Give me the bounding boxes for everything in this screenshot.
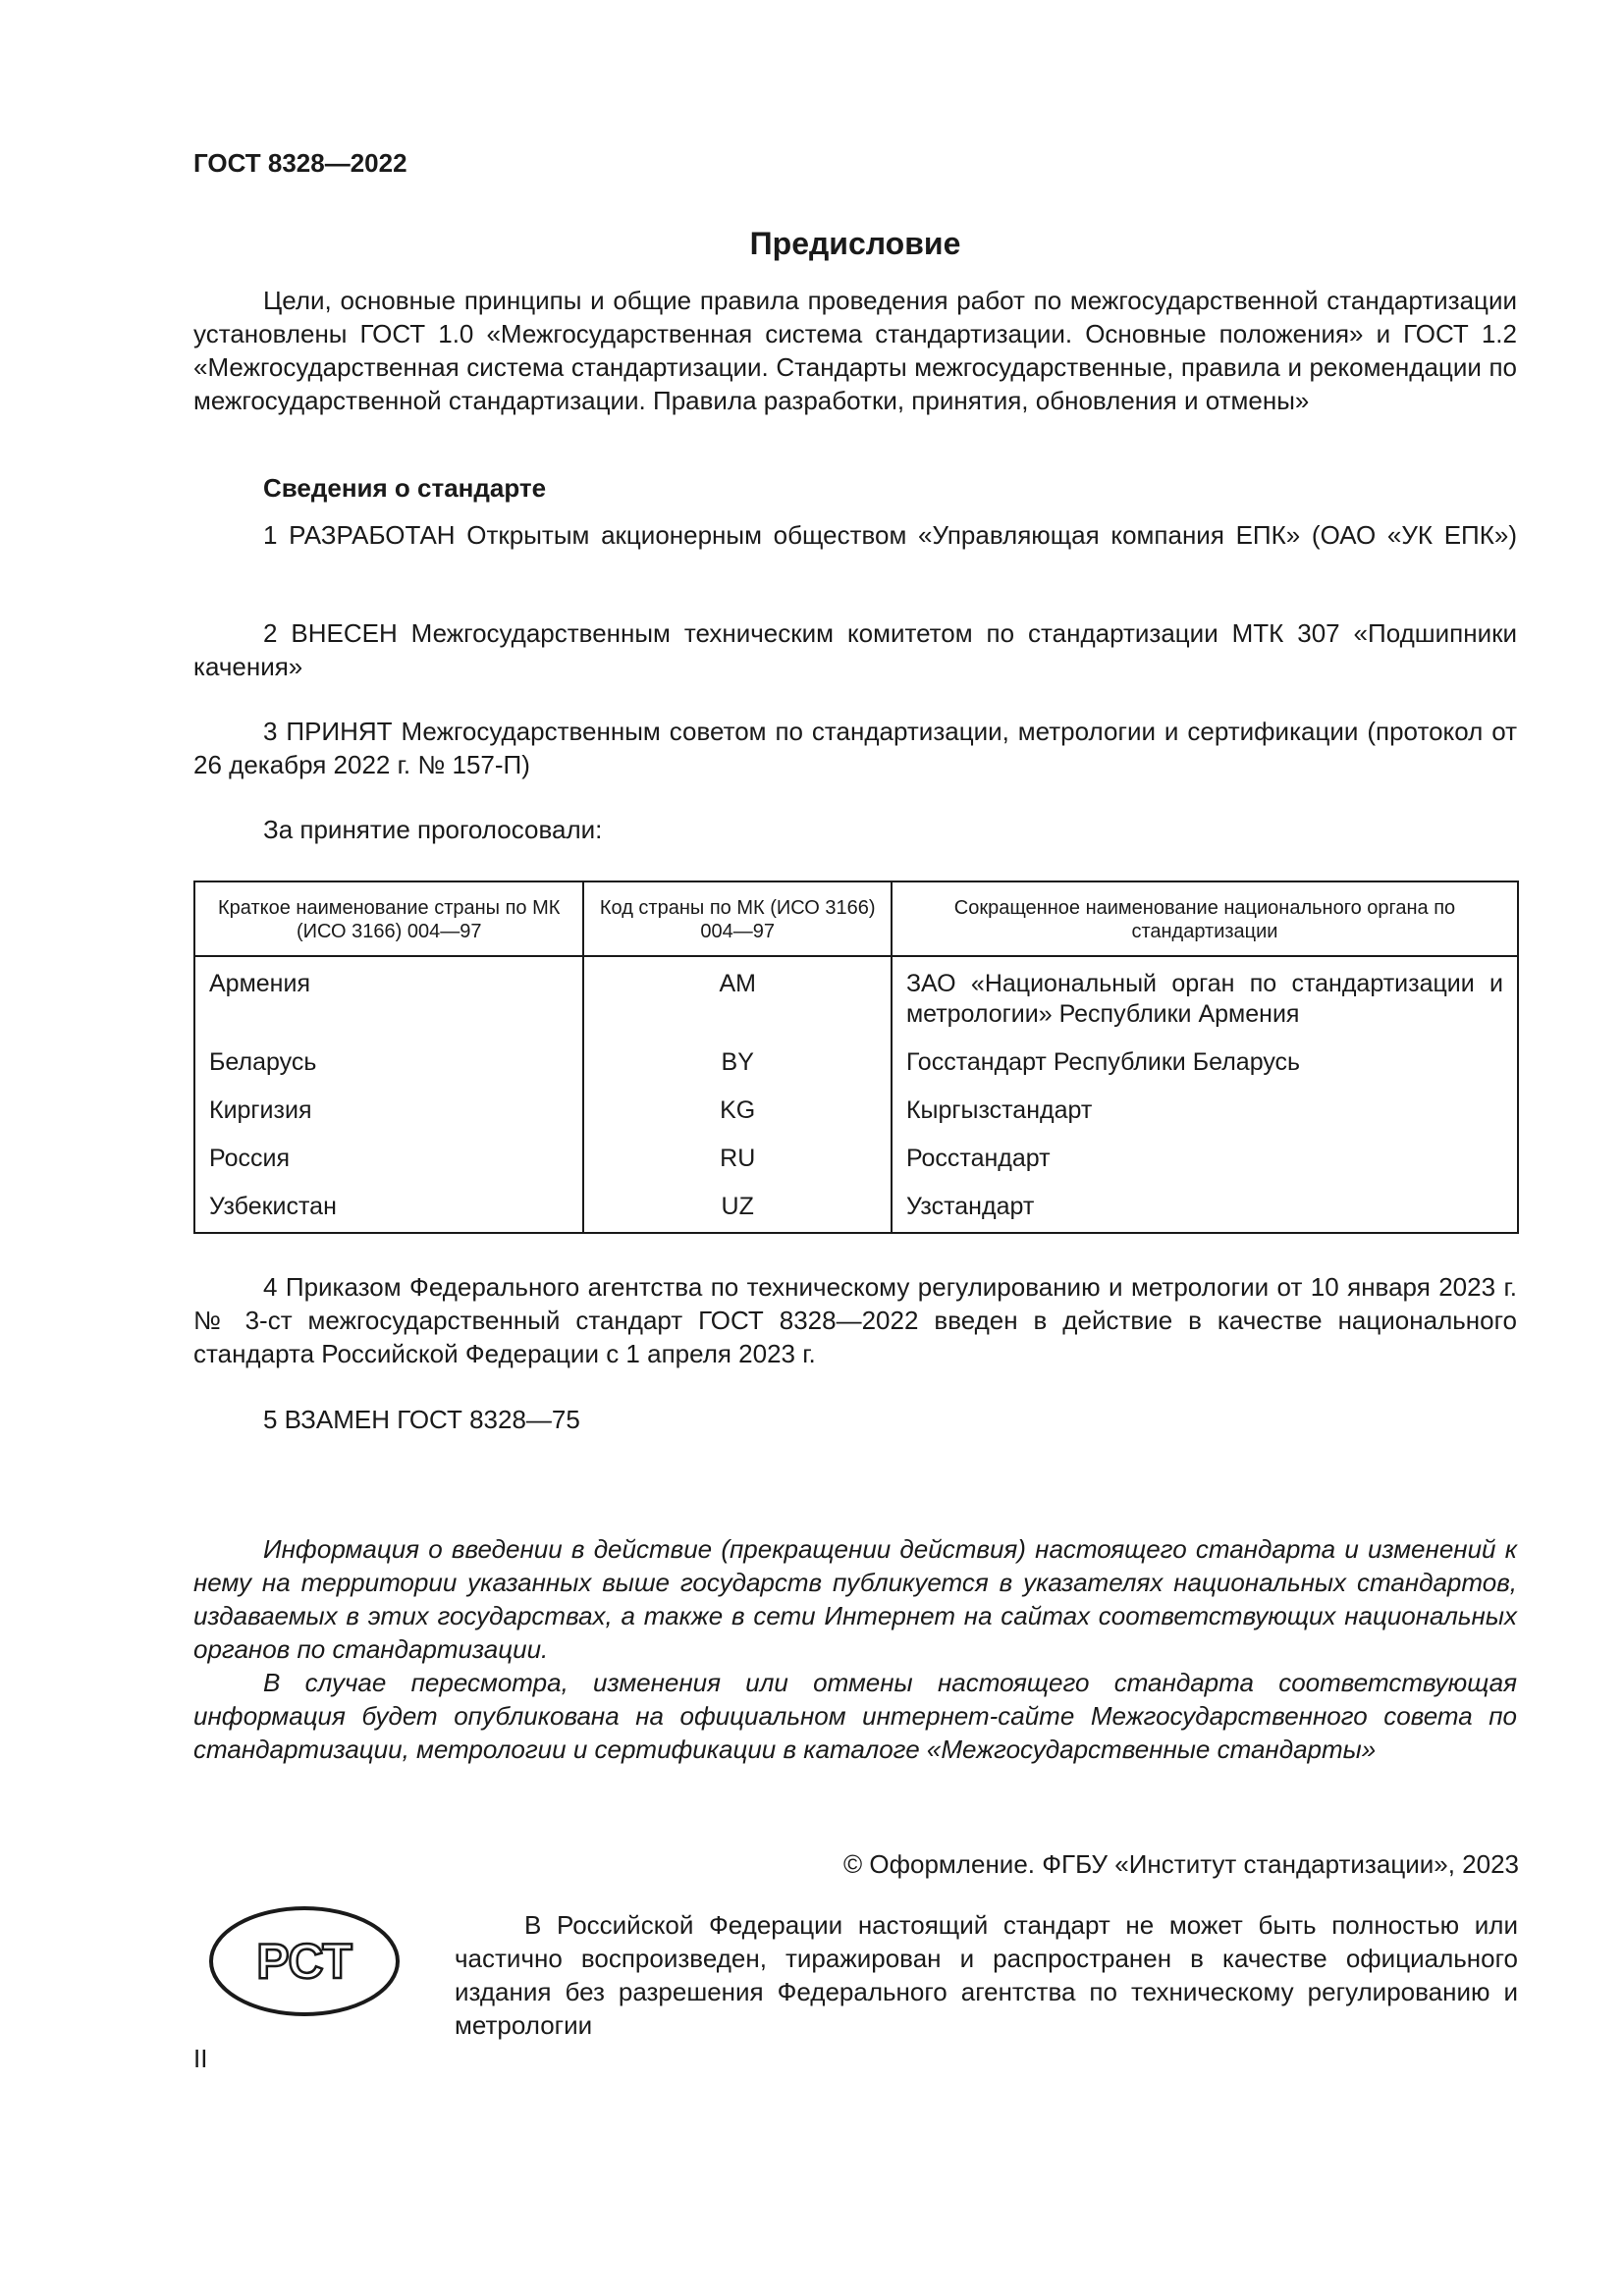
logo-text: РСТ (256, 1934, 352, 1989)
country-code: KG (583, 1088, 891, 1136)
member-states-table (193, 881, 1519, 1234)
country-code: RU (583, 1136, 891, 1184)
table-row (194, 1184, 1518, 1233)
header-country-name: Краткое наименование страны по МК (ИСО 3166) 004—97 (194, 881, 583, 956)
table-row (194, 1136, 1518, 1184)
country-code: UZ (583, 1184, 891, 1233)
copyright-line: © Оформление. ФГБУ «Институт стандартизации», 2023 (843, 1849, 1519, 1879)
national-body: Кыргызстандарт (892, 1088, 1518, 1136)
intro-paragraph: Цели, основные принципы и общие правила проведения работ по межгосударственной стандартизации установлены ГОСТ 1.0 «Межгосударственная система стандартизации. Основные положения» и ГОСТ 1.2 «Межгосударственная система стандартизации. Стандарты межгосударственные, правила и рекомендации по межгосударственной стандартизации. Правила разработки, принятия, обновления и отмены» (193, 286, 1517, 415)
country-name: Узбекистан (194, 1184, 583, 1233)
item-introduced: 2 ВНЕСЕН Межгосударственным техническим комитетом по стандартизации МТК 307 «Подшипники качения» (193, 618, 1517, 681)
item-enacted: 4 Приказом Федерального агентства по техническому регулированию и метрологии от 10 января 2023 г. № 3-ст межгосударственный стандарт ГОСТ 8328—2022 введен в действие в качестве национального стандарта Российской Федерации с 1 апреля 2023 г. (193, 1272, 1517, 1368)
info-heading: Сведения о стандарте (263, 473, 547, 503)
national-body: ЗАО «Национальный орган по стандартизации и метрологии» Республики Армения (892, 956, 1518, 1040)
table-row (194, 1040, 1518, 1088)
country-code: AM (583, 956, 891, 1040)
table-header-row (194, 881, 1518, 956)
page-number: II (193, 2044, 208, 2073)
country-name: Армения (194, 956, 583, 1040)
header-country-code: Код страны по МК (ИСО 3166) 004—97 (583, 881, 891, 956)
notice-paragraph-1: Информация о введении в действие (прекращении действия) настоящего стандарта и изменений к нему на территории указанных выше государств публикуется в указателях национальных стандартов, издаваемых в этих государствах, а также в сети Интернет на сайтах соответствующих национальных органов по стандартизации. (193, 1534, 1517, 1664)
country-name: Беларусь (194, 1040, 583, 1088)
item-developed: 1 РАЗРАБОТАН Открытым акционерным обществом «Управляющая компания ЕПК» (ОАО «УК ЕПК») (263, 520, 1517, 550)
country-name: Россия (194, 1136, 583, 1184)
voted-label: За принятие проголосовали: (263, 815, 603, 844)
national-body: Росстандарт (892, 1136, 1518, 1184)
country-name: Киргизия (194, 1088, 583, 1136)
national-body: Узстандарт (892, 1184, 1518, 1233)
notice-paragraph-2: В случае пересмотра, изменения или отмены настоящего стандарта соответствующая информация будет опубликована на официальном интернет-сайте Межгосударственного совета по стандартизации, метрологии и сертификации в каталоге «Межгосударственные стандарты» (193, 1668, 1517, 1764)
header-national-body: Сокращенное наименование национального органа по стандартизации (892, 881, 1518, 956)
table-row (194, 956, 1518, 1040)
country-code: BY (583, 1040, 891, 1088)
national-body: Госстандарт Республики Беларусь (892, 1040, 1518, 1088)
page-title: Предисловие (749, 226, 961, 261)
table-row (194, 1088, 1518, 1136)
item-adopted: 3 ПРИНЯТ Межгосударственным советом по стандартизации, метрологии и сертификации (протокол от 26 декабря 2022 г. № 157-П) (193, 717, 1517, 779)
reproduction-notice: В Российской Федерации настоящий стандарт не может быть полностью или частично воспроизведен, тиражирован и распространен в качестве официального издания без разрешения Федерального агентства по техническому регулированию и метрологии (455, 1910, 1518, 2040)
document-id-header: ГОСТ 8328—2022 (193, 148, 407, 178)
item-replaces: 5 ВЗАМЕН ГОСТ 8328—75 (263, 1405, 580, 1434)
rst-certification-mark-icon (208, 1905, 401, 2017)
